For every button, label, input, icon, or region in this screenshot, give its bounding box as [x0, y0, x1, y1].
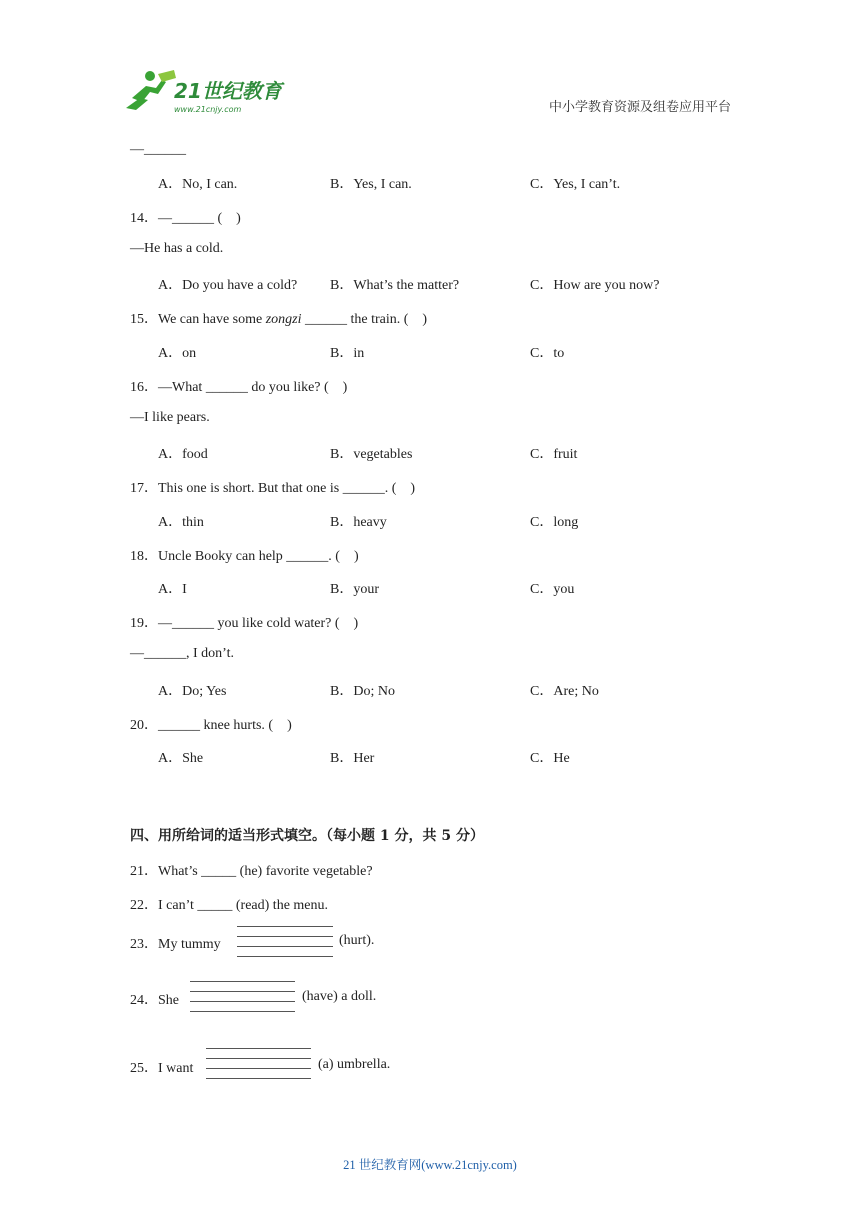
- q16-reply: —I like pears.: [130, 410, 210, 425]
- 21cnjy-logo: [122, 68, 292, 118]
- q16-option-a: A．food: [158, 447, 208, 462]
- q15-option-a: A．on: [158, 346, 197, 361]
- q19-option-c: C．Are; No: [530, 684, 599, 699]
- q25-answer-blank[interactable]: [206, 1048, 311, 1088]
- q13-reply: —______: [130, 142, 186, 157]
- q20-option-c: C．He: [530, 751, 570, 766]
- section-4-title: 四、用所给词的适当形式填空。（每小题 1 分，共 5 分）: [130, 828, 484, 844]
- q20-stem: 20．______ knee hurts. ( ): [130, 718, 292, 733]
- svg-text:21世纪教育: 21世纪教育: [174, 79, 282, 103]
- q19-option-b: B．Do; No: [330, 684, 395, 699]
- header-platform-text: 中小学教育资源及组卷应用平台: [549, 99, 732, 114]
- q23-answer-blank[interactable]: [237, 926, 333, 966]
- q14-option-a: A．Do you have a cold?: [158, 278, 298, 293]
- q16-stem: 16．—What ______ do you like? ( ): [130, 380, 348, 395]
- q15-italic-word: zongzi: [265, 312, 302, 327]
- q23-pre: 23．My tummy: [130, 937, 221, 952]
- q15-option-c: C．to: [530, 346, 565, 361]
- q25-pre: 25．I want: [130, 1061, 194, 1076]
- q15-stem: 15．We can have some zongzi ______ the train. ( ): [130, 312, 428, 327]
- q24-post: (have) a doll.: [302, 989, 377, 1004]
- q21-text: 21．What’s _____ (he) favorite vegetable?: [130, 864, 373, 879]
- q18-option-c: C．you: [530, 582, 575, 597]
- q15-option-b: B．in: [330, 346, 365, 361]
- q14-stem: 14．—______ ( ): [130, 211, 241, 226]
- q13-option-a: A．No, I can.: [158, 177, 238, 192]
- q14-option-c: C．How are you now?: [530, 278, 660, 293]
- q13-option-c: C．Yes, I can’t.: [530, 177, 621, 192]
- q18-option-a: A．I: [158, 582, 187, 597]
- q13-option-b: B．Yes, I can.: [330, 177, 412, 192]
- svg-text:www.21cnjy.com: www.21cnjy.com: [174, 105, 242, 114]
- q16-option-b: B．vegetables: [330, 447, 413, 462]
- q17-option-b: B．heavy: [330, 515, 387, 530]
- q14-option-b: B．What’s the matter?: [330, 278, 460, 293]
- q17-option-c: C．long: [530, 515, 579, 530]
- q24-pre: 24．She: [130, 993, 179, 1008]
- footer-link[interactable]: 21 世纪教育网(www.21cnjy.com): [343, 1158, 517, 1172]
- q23-post: (hurt).: [339, 933, 375, 948]
- q16-option-c: C．fruit: [530, 447, 578, 462]
- q25-post: (a) umbrella.: [318, 1057, 391, 1072]
- q18-stem: 18．Uncle Booky can help ______. ( ): [130, 549, 359, 564]
- q24-answer-blank[interactable]: [190, 981, 295, 1021]
- q17-stem: 17．This one is short. But that one is ______. ( ): [130, 481, 416, 496]
- q19-option-a: A．Do; Yes: [158, 684, 227, 699]
- q19-stem: 19．—______ you like cold water? ( ): [130, 616, 359, 631]
- q20-option-a: A．She: [158, 751, 204, 766]
- q18-option-b: B．your: [330, 582, 379, 597]
- q19-reply: —______, I don’t.: [130, 646, 234, 661]
- q17-option-a: A．thin: [158, 515, 204, 530]
- q14-reply: —He has a cold.: [130, 241, 224, 256]
- q20-option-b: B．Her: [330, 751, 375, 766]
- q22-text: 22．I can’t _____ (read) the menu.: [130, 898, 329, 913]
